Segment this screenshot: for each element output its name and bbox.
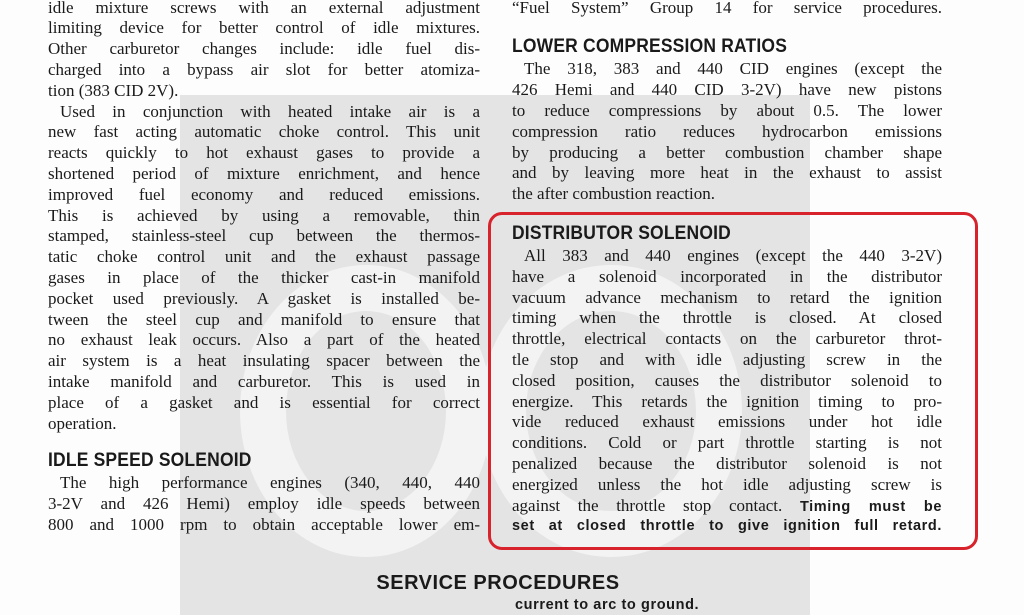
body-text-line: new fast acting automatic choke control. This unit <box>48 122 480 142</box>
body-text-line: place of a gasket and is essential for correct <box>48 392 480 412</box>
body-text-line: limiting device for better control of idle mixtures. <box>48 18 480 38</box>
body-text-line: improved fuel economy and reduced emissions. <box>48 184 480 204</box>
body-text-line: vacuum advance mechanism to retard the ignition <box>512 287 942 307</box>
body-text-line: Other carburetor changes include: idle fuel dis- <box>48 39 480 59</box>
section-heading-service-procedures: SERVICE PROCEDURES <box>376 572 620 594</box>
body-text-line: compression ratio reduces hydrocarbon emissions <box>512 121 942 141</box>
right-column <box>512 0 942 205</box>
body-text-line: The 318, 383 and 440 CID engines (except the <box>524 59 942 79</box>
body-text-line: reacts quickly to hot exhaust gases to provide a <box>48 143 480 163</box>
body-text-line: the after combustion reaction. <box>512 184 715 204</box>
body-text-line: 426 Hemi and 440 CID 3-2V) have new pistons <box>512 80 942 100</box>
emphasis-text: Timing must be <box>799 498 943 515</box>
body-text-line: current to arc to ground. <box>515 597 700 613</box>
body-text-line: pocket used previously. A gasket is installed be- <box>48 288 480 308</box>
body-text-line: have a solenoid incorporated in the distributor <box>512 266 942 286</box>
body-text-line: tion (383 CID 2V). <box>48 80 179 100</box>
body-text-line: energized unless the hot idle adjusting screw is <box>512 474 942 494</box>
body-text-line: 3-2V and 426 Hemi) employ idle speeds between <box>48 494 480 514</box>
body-text-line: This is achieved by using a removable, thin <box>48 205 480 225</box>
body-text-line: 800 and 1000 rpm to obtain acceptable lower em- <box>48 514 480 534</box>
section-heading-lower-compression-ratios: LOWER COMPRESSION RATIOS <box>512 36 788 58</box>
section-heading-distributor-solenoid: DISTRIBUTOR SOLENOID <box>512 223 731 244</box>
left-column <box>48 0 480 536</box>
distributor-solenoid-highlight-box <box>488 212 978 550</box>
body-text-line: tatic choke control unit and the exhaust passage <box>48 247 480 267</box>
body-text-line: stamped, stainless-steel cup between the thermos- <box>48 226 480 246</box>
body-text-line: tween the steel cup and manifold to ensure that <box>48 309 480 329</box>
body-text-line: throttle, electrical contacts on the carburetor throt- <box>512 329 942 349</box>
body-text-line: All 383 and 440 engines (except the 440 3-2V) <box>524 246 942 265</box>
body-text-line: conditions. Cold or part throttle starting is not <box>512 433 942 453</box>
body-text-line: operation. <box>48 413 117 433</box>
body-text-line: “Fuel System” Group 14 for service procedures. <box>512 0 942 17</box>
body-text: against the throttle stop contact. <box>512 495 783 515</box>
body-text-line: energize. This retards the ignition timing to pro- <box>512 391 942 411</box>
emphasis-text-line: set at closed throttle to give ignition full retard. <box>512 518 942 535</box>
body-text-line-mixed <box>512 496 942 517</box>
body-text-line: intake manifold and carburetor. This is used in <box>48 371 480 391</box>
body-text-line: shortened period of mixture enrichment, and hence <box>48 163 480 183</box>
body-text-line: tle stop and with idle adjusting screw in the <box>512 349 942 369</box>
body-text-line: vide reduced exhaust emissions under hot idle <box>512 412 942 432</box>
body-text-line: closed position, causes the distributor solenoid to <box>512 370 942 390</box>
body-text-line: penalized because the distributor solenoid is not <box>512 453 942 473</box>
body-text-line: by producing a better combustion chamber shape <box>512 142 942 162</box>
body-text-line: The high performance engines (340, 440, 440 <box>60 473 480 493</box>
body-text-line: gases in place of the thicker cast-in manifold <box>48 267 480 287</box>
body-text-line: charged into a bypass air slot for better atomiza- <box>48 60 480 79</box>
body-text-line: to reduce compressions by about 0.5. The lower <box>512 101 942 120</box>
body-text-line: no exhaust leak occurs. Also a part of the heated <box>48 330 480 350</box>
section-heading-idle-speed-solenoid: IDLE SPEED SOLENOID <box>48 450 252 472</box>
body-text-line: Used in conjunction with heated intake air is a <box>60 101 480 121</box>
body-text-line: and by leaving more heat in the exhaust to assist <box>512 163 942 183</box>
body-text-line: timing when the throttle is closed. At closed <box>512 308 942 328</box>
body-text-line: air system is a heat insulating spacer between the <box>48 351 480 371</box>
body-text-line: idle mixture screws with an external adjustment <box>48 0 480 17</box>
